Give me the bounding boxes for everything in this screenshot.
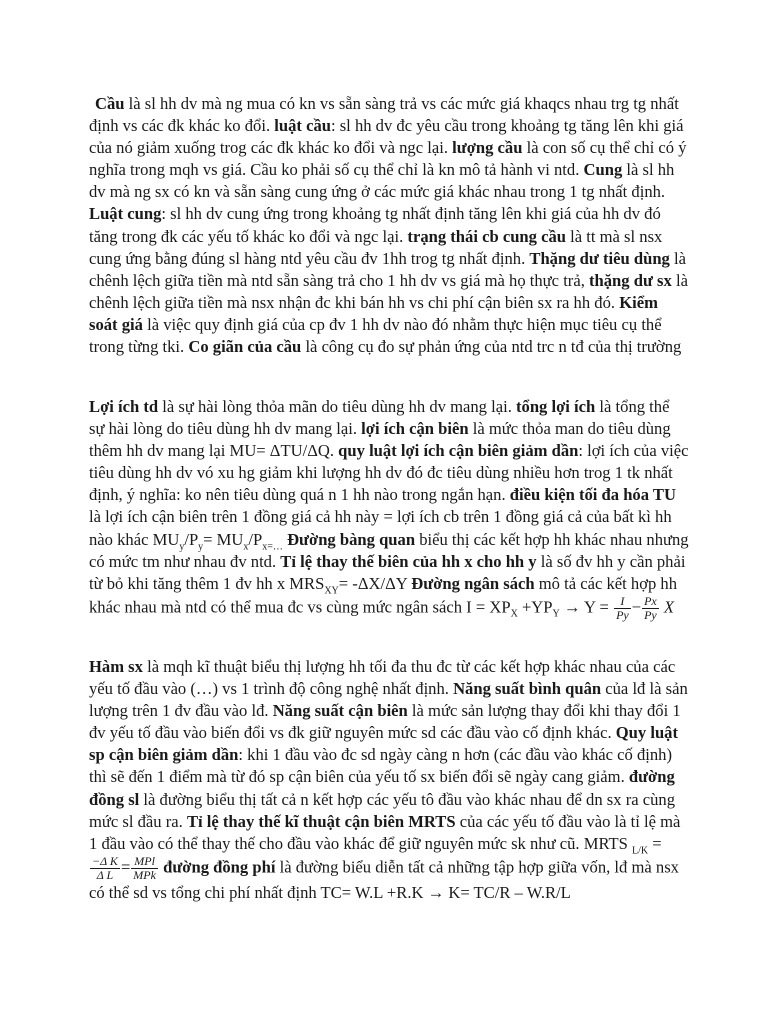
text: : lợi ích của việc tiêu dùng hh dv vó xu hg giảm khi lượng hh dv đó đc tiêu dùng nhiều hơn trog 1 tk nhất định, ý nghĩa: ko nên tiêu dùng quá n 1 hh nào trong ngắn hạn. xyxy=(89,441,689,505)
term-quy-luat-sp-can-bien: Quy luật sp cận biên giảm dần xyxy=(89,723,678,765)
text: : sl hh dv đc yêu cầu trong khoảng tg tăng lên khi giá của nó giảm xuống trog các đk khác ko đổi và ngc lại. xyxy=(89,116,684,158)
term-loi-ich-td: Lợi ích td xyxy=(89,397,159,416)
paragraph-production xyxy=(89,656,689,904)
fraction-px-over-py xyxy=(642,595,659,622)
text: = xyxy=(648,833,662,853)
minus-sign: − xyxy=(631,597,642,617)
fraction-mpl-over-mpk xyxy=(131,855,158,882)
term-thang-du-sx: thặng dư sx xyxy=(589,270,672,290)
text: : sl hh dv cung ứng trong khoảng tg nhất định tăng lên khi giá của hh dv đó tăng trong đk các yếu tố khác ko đổi và ngc lại. xyxy=(89,204,661,246)
term-quy-luat-loi-ich: quy luật lợi ích cận biên giảm dần xyxy=(338,441,579,461)
text: là đường biểu diễn tất cả những tập hợp giữa vốn, lđ mà nsx có thể sd vs tổng chi phí nhất định TC= W.L +R.K → K= TC/R – W.R/L xyxy=(89,857,679,902)
term-cung: Cung xyxy=(583,160,623,180)
fraction-i-over-py xyxy=(614,595,631,622)
paragraph-demand-supply xyxy=(89,93,689,358)
fraction-numerator: I xyxy=(614,595,631,609)
fraction-denominator: Py xyxy=(616,607,629,622)
term-kiem-soat-gia: Kiểm soát giá xyxy=(89,292,658,334)
text: là mức thỏa man do tiêu dùng thêm hh dv mang lại MU= ΔTU/ΔQ. xyxy=(89,419,671,461)
fraction-dk-over-dl xyxy=(90,855,120,882)
text: là mức sản lượng thay đổi khi thay đổi 1 đv yếu tố đầu vào biến đổi vs đk giữ nguyên mức sd các đầu vào cố định khác. xyxy=(89,701,681,743)
term-nang-suat-binh-quan: Năng suất bình quân xyxy=(453,679,602,699)
term-luong-cau: lượng cầu xyxy=(452,138,523,158)
subscript: XY xyxy=(324,585,339,597)
text: = MU xyxy=(203,529,244,549)
fraction-numerator: −Δ K xyxy=(92,853,118,868)
text: là đường biểu thị tất cả n kết hợp các yếu tô đầu vào khác nhau để dn sx ra cùng mức sl đầu ra. xyxy=(89,789,675,831)
text: là sl hh dv mà ng mua có kn vs sẵn sàng trả vs các mức giá khaqcs nhau trg tg nhất định vs các đk khác ko đổi. xyxy=(89,94,679,136)
fraction-numerator: Px xyxy=(644,593,657,608)
subscript: x xyxy=(243,540,249,552)
fraction-denominator: Δ L xyxy=(96,867,114,882)
subscript: L/K xyxy=(632,845,649,857)
subscript: y xyxy=(198,540,204,552)
text: của lđ là sản lượng trên 1 đv đầu vào lđ. xyxy=(89,679,688,721)
text: là việc quy định giá của cp đv 1 hh dv nào đó nhằm thực hiện mục tiêu cụ thể trong từng tki. xyxy=(89,314,662,357)
fraction-denominator: MPk xyxy=(133,867,156,882)
term-nang-suat-can-bien: Năng suất cận biên xyxy=(272,701,408,721)
term-duong-dong-sl: đường đồng sl xyxy=(89,767,675,809)
text: là sl hh dv mà ng sx có kn và sẵn sàng cung ứng ở các mức giá khác nhau trong 1 tg nhất định. xyxy=(89,160,675,202)
subscript: x=… xyxy=(262,540,283,552)
term-thang-du-tieu-dung: Thặng dư tiêu dùng xyxy=(529,248,670,268)
text: của các yếu tố đầu vào là tỉ lệ mà 1 đầu vào có thể thay thế cho đầu vào khác để giữ nguyên mức sk như cũ. MRTS xyxy=(89,811,681,853)
term-tong-loi-ich: tổng lợi ích xyxy=(516,397,596,416)
text: là chênh lệch giữa tiền mà nsx nhận đc khi bán hh vs chi phí cận biên sx ra hh đó. xyxy=(89,270,688,312)
fraction-numerator: MPl xyxy=(131,855,158,869)
text: là tổng thể sự hài lòng do tiêu dùng hh dv mang lại. xyxy=(89,397,670,439)
equals-sign: = xyxy=(120,857,131,877)
text: biểu thị các kết hợp hh khác nhau nhưng có mức tm như nhau đv ntd. xyxy=(89,529,689,571)
term-trang-thai-cb: trạng thái cb cung cầu xyxy=(407,226,566,246)
term-luat-cung: Luật cung xyxy=(89,204,162,224)
term-cau: Cầu xyxy=(95,94,125,113)
text: là tt mà sl nsx cung ứng bằng đúng sl hàng ntd yêu cầu đv 1hh trog tg nhất định. xyxy=(89,226,663,268)
term-dieu-kien-toi-da-hoa: điều kiện tối đa hóa TU xyxy=(509,485,676,505)
text: /P xyxy=(184,529,199,549)
term-duong-bang-quan: Đường bàng quan xyxy=(287,529,416,549)
subscript: y xyxy=(179,540,185,552)
term-duong-ngan-sach: Đường ngân sách xyxy=(411,573,535,593)
text: +YP xyxy=(517,597,553,617)
subscript: X xyxy=(510,608,518,620)
text: : khi 1 đầu vào đc sd ngày càng n hơn (các đầu vào khác cố định) thì sẽ đến 1 điểm mà từ đó sp cận biên của yếu tố sx biến đổi sẽ ngày cang giảm. xyxy=(89,745,673,787)
text: → Y = xyxy=(559,597,614,617)
text: là sự hài lòng thỏa mãn do tiêu dùng hh dv mang lại. xyxy=(158,397,516,416)
term-luat-cau: luật cầu xyxy=(274,116,331,136)
paragraph-consumer-utility xyxy=(89,396,689,622)
text: là chênh lệch giữa tiền mà ntd sẵn sàng trả cho 1 hh dv vs giá mà họ thực trả, xyxy=(89,248,686,290)
text: là con số cụ thể chỉ có ý nghĩa trong mqh vs giá. Cầu ko phải số cụ thể chỉ là kn mô tả hành vi ntd. xyxy=(89,138,687,180)
subscript: Y xyxy=(552,608,560,620)
text: là lợi ích cận biên trên 1 đồng giá cả hh này = lợi ích cb trên 1 đồng giá cả của bất kì hh nào khác MU xyxy=(89,507,672,549)
term-co-gian-cua-cau: Co giãn của cầu xyxy=(188,337,302,357)
term-loi-ich-can-bien: lợi ích cận biên xyxy=(361,419,469,439)
text: là mqh kĩ thuật biểu thị lượng hh tối đa thu đc từ các kết hợp khác nhau của các yếu tố đầu vào (…) vs 1 trình độ công nghệ nhất định. xyxy=(89,657,676,699)
text: là số đv hh y cần phải từ bỏ khi tăng thêm 1 đv hh x MRS xyxy=(89,551,686,593)
text: mô tả các kết hợp hh khác nhau mà ntd có thể mua đc vs cùng mức ngân sách I = XP xyxy=(89,573,678,617)
fraction-denominator: Py xyxy=(644,607,657,622)
text: /P xyxy=(248,529,263,549)
text: là công cụ đo sự phản ứng của ntd trc n tđ của thị trường xyxy=(301,337,682,357)
term-mrts: Tỉ lệ thay thế kĩ thuật cận biên MRTS xyxy=(186,811,456,831)
term-duong-dong-phi: đường đồng phí xyxy=(163,857,276,877)
term-ti-le-thay-the-bien: Tỉ lệ thay thế biên của hh x cho hh y xyxy=(280,551,537,571)
text: = -ΔX/ΔY xyxy=(338,573,412,593)
term-ham-sx: Hàm sx xyxy=(89,657,143,676)
variable-x: X xyxy=(659,597,675,617)
